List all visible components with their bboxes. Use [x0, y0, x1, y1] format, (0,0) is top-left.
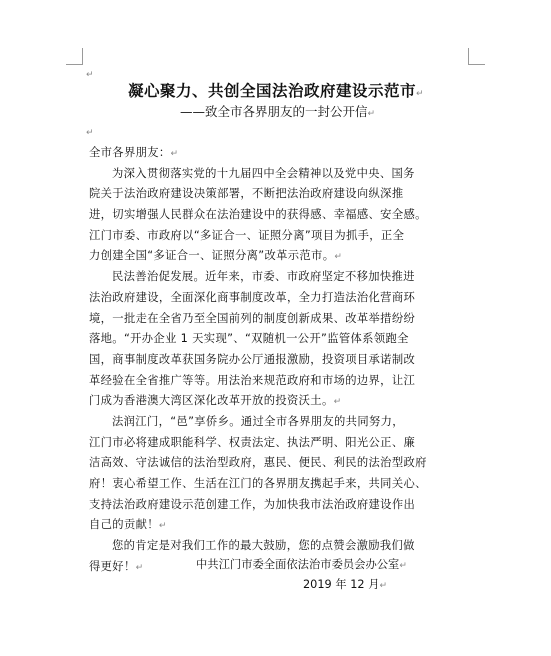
letter-date [303, 575, 387, 597]
paragraph-line-text: 进，切实增强人民群众在法治建设中的获得感、幸福感、安全感。 [89, 208, 427, 222]
paragraph-line [89, 515, 475, 536]
paragraph-line-text: 院关于法治政府建设决策部署，不断把法治政府建设向纵深推 [89, 187, 404, 201]
paragraph-line [89, 412, 475, 433]
letter-subtitle-text: ——致全市各界朋友的一封公开信 [180, 104, 368, 119]
top-right-crop-mark [468, 48, 485, 65]
date-text: 2019 年 12 月 [303, 578, 380, 591]
paragraph-line-text: 府！衷心希望工作、生活在江门的各界朋友携起手来，共同关心、 [89, 477, 427, 490]
letter-body [89, 143, 475, 577]
paragraph-line-text: 您的肯定是对我们工作的最大鼓励，您的点赞会激励我们做 [112, 539, 415, 553]
paragraph-line [89, 453, 475, 474]
paragraph-line [89, 391, 475, 412]
top-left-crop-mark [66, 48, 83, 65]
salutation [89, 143, 475, 164]
paragraph-line [89, 474, 475, 495]
paragraph-line [89, 246, 475, 267]
paragraph-line-text: 国，商事制度改革获国务院办公厅通报激励，投资项目承诺制改 [89, 352, 416, 366]
paragraph-mark: ↵ [334, 252, 343, 263]
paragraph-line-text: 民法善治促发展。近年来，市委、市政府坚定不移加快推进 [112, 270, 415, 284]
signature [196, 555, 407, 577]
paragraph-line-text: 门成为香港澳大湾区深化改革开放的投资沃土。 [89, 394, 334, 408]
paragraph-line [89, 309, 475, 330]
paragraph-line [89, 184, 475, 205]
paragraph-mark: ↵ [170, 149, 179, 159]
paragraph-line [89, 536, 475, 557]
paragraph-mark: ↵ [135, 562, 144, 573]
paragraph-line [89, 205, 475, 226]
letter-title-text: 凝心聚力、共创全国法治政府建设示范市 [127, 82, 416, 100]
paragraph-line [89, 329, 475, 350]
paragraph-line-text: 支持法治政府建设示范创建工作，为加快我市法治政府建设作出 [89, 497, 416, 511]
salutation-text: 全市各界朋友： [89, 146, 171, 159]
paragraph-mark: ↵ [399, 561, 407, 571]
letter-title [80, 80, 472, 105]
paragraph-line [89, 288, 475, 309]
signature-text: 中共江门市委全面依法治市委员会办公室 [196, 558, 400, 571]
paragraph-mark: ↵ [86, 70, 94, 80]
paragraph-line-text: 落地。“开办企业 1 天实现”、“双随机一公开”监管体系领跑全 [89, 332, 409, 346]
paragraph-line-text: 洁高效、守法诚信的法治型政府，惠民、便民、利民的法治型政府 [89, 456, 427, 470]
paragraph-line-text: 江门市委、市政府以“多证合一、证照分离”项目为抓手，正全 [89, 228, 405, 242]
paragraph-mark: ↵ [415, 89, 425, 99]
paragraph-line [89, 495, 475, 516]
paragraph-line-text: 法治政府建设，全面深化商事制度改革，全力打造法治化营商环 [89, 290, 416, 304]
letter-subtitle [180, 103, 480, 123]
paragraph-line-text: 法润江门，“邑”享侨乡。通过全市各界朋友的共同努力， [112, 414, 404, 428]
paragraph-line-text: 自己的贡献！ [89, 518, 159, 532]
paragraph-line-text: 江门市必将建成职能科学、权责法定、执法严明、阳光公正、廉 [89, 435, 416, 449]
paragraph-mark: ↵ [158, 521, 167, 532]
paragraph-line-text: 境，一批走在全省乃至全国前列的制度创新成果、改革举措纷纷 [89, 311, 416, 325]
paragraph-line [89, 226, 475, 247]
paragraph-line [89, 350, 475, 371]
paragraph-line [89, 164, 475, 185]
paragraph-line [89, 267, 475, 288]
paragraph-line-text: 力创建全国“多证合一、证照分离”改革示范市。 [89, 249, 335, 263]
paragraph-line-text: 革经验在全省推广等等。用法治来规范政府和市场的边界，让江 [89, 373, 416, 387]
paragraph-line-text: 为深入贯彻落实党的十九届四中全会精神以及党中央、国务 [112, 166, 415, 180]
letter-paragraphs [89, 164, 475, 578]
paragraph-mark: ↵ [379, 581, 388, 591]
paragraph-mark: ↵ [367, 109, 376, 119]
paragraph-line [89, 371, 475, 392]
paragraph-line [89, 433, 475, 454]
paragraph-mark: ↵ [86, 128, 94, 138]
paragraph-line-text: 得更好！ [89, 559, 136, 573]
paragraph-mark: ↵ [333, 397, 342, 408]
